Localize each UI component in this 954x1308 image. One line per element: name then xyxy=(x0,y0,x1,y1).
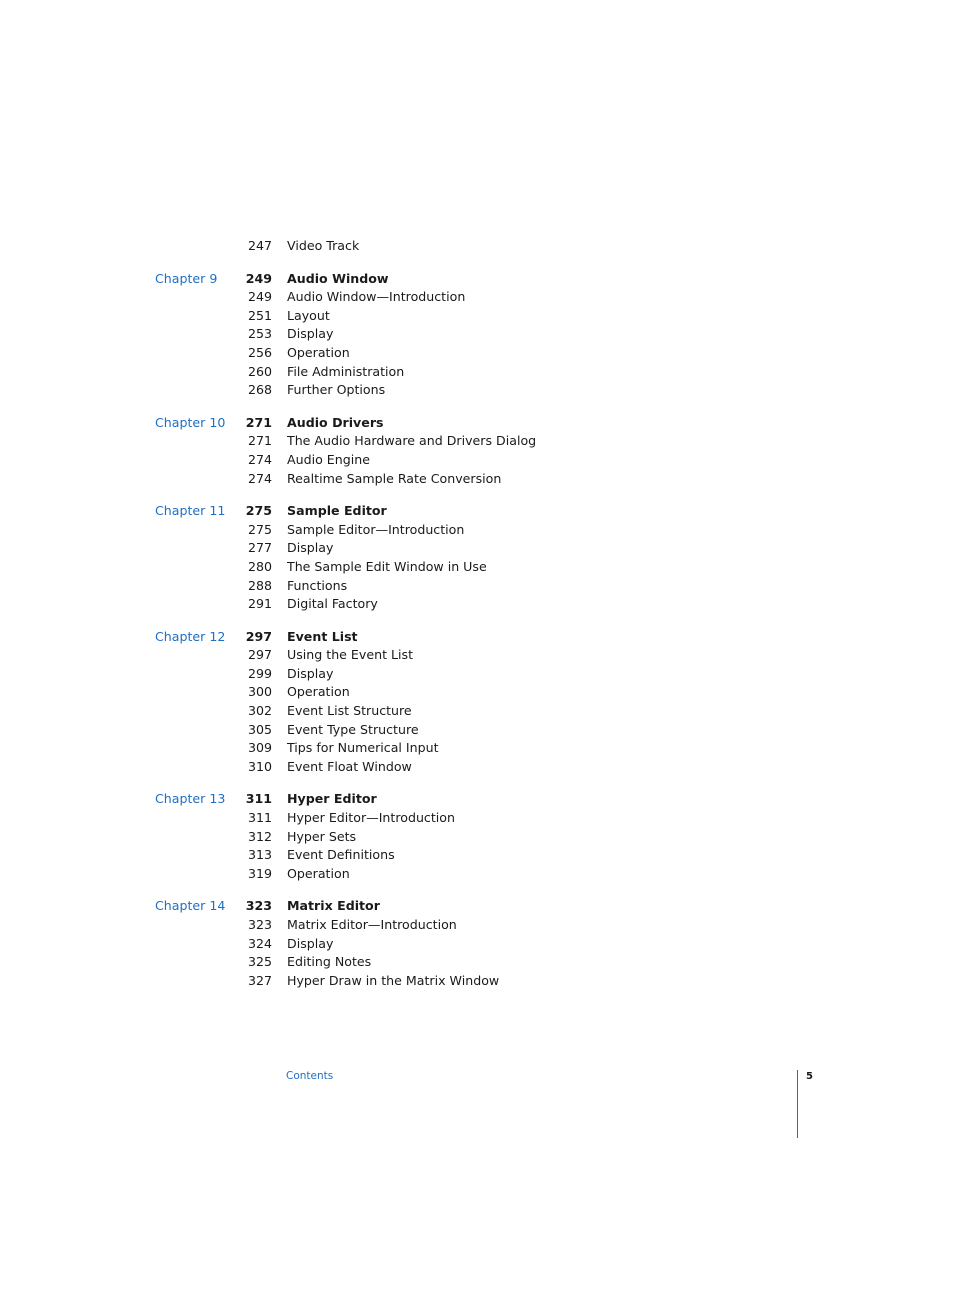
toc-title: Event List xyxy=(287,628,358,644)
toc-entry[interactable] xyxy=(0,935,954,954)
toc-chapter-block xyxy=(0,237,954,256)
toc-title: Further Options xyxy=(287,382,386,398)
toc-page-number: 256 xyxy=(247,344,272,360)
toc-entry[interactable] xyxy=(0,237,954,256)
toc-page-number: 271 xyxy=(247,433,272,449)
toc-page-number: 305 xyxy=(247,721,272,737)
toc-title: Functions xyxy=(287,577,348,593)
toc-title: Event Definitions xyxy=(287,847,395,863)
toc-entry[interactable] xyxy=(0,558,954,577)
toc-page-number: 277 xyxy=(247,540,272,556)
toc-title: Tips for Numerical Input xyxy=(287,740,439,756)
toc-title: Matrix Editor—Introduction xyxy=(287,917,457,932)
toc-title: Audio Drivers xyxy=(287,414,384,430)
toc-entry[interactable] xyxy=(0,288,954,307)
toc-title: Display xyxy=(287,540,334,556)
toc-page-number: 253 xyxy=(247,326,272,342)
toc-entry[interactable] xyxy=(0,865,954,884)
toc-chapter-heading[interactable] xyxy=(0,414,954,433)
toc-title: Audio Window—Introduction xyxy=(287,289,466,305)
chapter-label: Chapter 12 xyxy=(155,628,226,644)
toc-chapter-heading[interactable] xyxy=(0,628,954,647)
toc-page-number: 310 xyxy=(247,758,272,774)
toc-chapter-block xyxy=(0,628,954,777)
toc-page-number: 274 xyxy=(247,451,272,467)
toc-page-number: 251 xyxy=(247,307,272,323)
toc-page-number: 260 xyxy=(247,363,272,379)
toc-entry[interactable] xyxy=(0,521,954,540)
page-number: 5 xyxy=(806,1071,813,1082)
footer-section-label: Contents xyxy=(286,1070,334,1082)
toc-entry[interactable] xyxy=(0,846,954,865)
chapter-label: Chapter 14 xyxy=(155,898,226,914)
toc-page-number: 323 xyxy=(245,898,272,914)
toc-entry[interactable] xyxy=(0,577,954,596)
toc-page-number: 311 xyxy=(247,810,272,826)
toc-entry[interactable] xyxy=(0,828,954,847)
toc-entry[interactable] xyxy=(0,344,954,363)
toc-chapter-heading[interactable] xyxy=(0,502,954,521)
toc-entry[interactable] xyxy=(0,646,954,665)
toc-title: Realtime Sample Rate Conversion xyxy=(287,470,502,486)
toc-title: Display xyxy=(287,326,334,342)
toc-title: Layout xyxy=(287,307,330,323)
toc-page-number: 275 xyxy=(247,521,272,537)
toc-page-number: 312 xyxy=(247,828,272,844)
table-of-contents xyxy=(0,237,954,990)
toc-title: Operation xyxy=(287,865,350,881)
toc-title: Hyper Editor—Introduction xyxy=(287,810,455,826)
toc-page-number: 324 xyxy=(247,935,272,951)
toc-entry[interactable] xyxy=(0,953,954,972)
toc-chapter-heading[interactable] xyxy=(0,790,954,809)
toc-chapter-heading[interactable] xyxy=(0,897,954,916)
toc-page-number: 271 xyxy=(245,414,272,430)
toc-page-number: 319 xyxy=(247,865,272,881)
toc-entry[interactable] xyxy=(0,307,954,326)
toc-entry[interactable] xyxy=(0,381,954,400)
toc-title: Audio Engine xyxy=(287,451,370,467)
toc-title: Sample Editor xyxy=(287,503,387,519)
toc-title: The Sample Edit Window in Use xyxy=(287,558,487,574)
toc-chapter-heading[interactable] xyxy=(0,270,954,289)
toc-entry[interactable] xyxy=(0,739,954,758)
toc-chapter-block xyxy=(0,270,954,400)
toc-entry[interactable] xyxy=(0,721,954,740)
toc-title: Hyper Editor xyxy=(287,791,377,807)
toc-entry[interactable] xyxy=(0,665,954,684)
toc-title: Digital Factory xyxy=(287,596,378,612)
toc-title: Audio Window xyxy=(287,270,389,286)
toc-title: Display xyxy=(287,665,334,681)
toc-chapter-block xyxy=(0,790,954,883)
toc-page-number: 297 xyxy=(247,647,272,663)
toc-page-number: 288 xyxy=(247,577,272,593)
toc-entry[interactable] xyxy=(0,451,954,470)
toc-entry[interactable] xyxy=(0,683,954,702)
toc-title: Matrix Editor xyxy=(287,898,380,914)
toc-page-number: 280 xyxy=(247,558,272,574)
toc-entry[interactable] xyxy=(0,432,954,451)
toc-title: Event List Structure xyxy=(287,703,412,719)
toc-page-number: 275 xyxy=(245,503,272,519)
toc-page-number: 274 xyxy=(247,470,272,486)
toc-title: Hyper Sets xyxy=(287,828,357,844)
toc-chapter-block xyxy=(0,502,954,614)
toc-entry[interactable] xyxy=(0,539,954,558)
footer-divider xyxy=(797,1070,798,1138)
toc-entry[interactable] xyxy=(0,916,954,935)
toc-entry[interactable] xyxy=(0,702,954,721)
toc-title: Editing Notes xyxy=(287,954,372,970)
toc-entry[interactable] xyxy=(0,972,954,991)
toc-page-number: 299 xyxy=(247,665,272,681)
toc-page-number: 302 xyxy=(247,703,272,719)
toc-title: Video Track xyxy=(287,238,360,253)
chapter-label: Chapter 13 xyxy=(155,791,226,807)
toc-chapter-block xyxy=(0,414,954,488)
toc-entry[interactable] xyxy=(0,363,954,382)
toc-title: File Administration xyxy=(287,363,405,379)
toc-title: Sample Editor—Introduction xyxy=(287,521,465,537)
chapter-label: Chapter 10 xyxy=(155,414,226,430)
toc-title: Event Float Window xyxy=(287,758,412,774)
toc-page-number: 325 xyxy=(247,954,272,970)
toc-page-number: 313 xyxy=(247,847,272,863)
toc-title: Display xyxy=(287,935,334,951)
toc-page-number: 300 xyxy=(247,684,272,700)
toc-title: The Audio Hardware and Drivers Dialog xyxy=(287,433,537,449)
toc-title: Event Type Structure xyxy=(287,721,419,737)
toc-page-number: 311 xyxy=(245,791,272,807)
toc-entry[interactable] xyxy=(0,470,954,489)
toc-entry[interactable] xyxy=(0,595,954,614)
chapter-label: Chapter 11 xyxy=(155,503,226,519)
toc-title: Using the Event List xyxy=(287,647,414,663)
toc-page-number: 297 xyxy=(245,628,272,644)
toc-entry[interactable] xyxy=(0,325,954,344)
toc-page-number: 323 xyxy=(247,917,272,932)
toc-page-number: 309 xyxy=(247,740,272,756)
toc-page-number: 249 xyxy=(245,270,272,286)
toc-chapter-block xyxy=(0,897,954,990)
toc-page-number: 268 xyxy=(247,382,272,398)
toc-entry[interactable] xyxy=(0,758,954,777)
toc-page-number: 291 xyxy=(247,596,272,612)
chapter-label: Chapter 9 xyxy=(155,270,218,286)
toc-page-number: 249 xyxy=(247,289,272,305)
toc-page-number: 247 xyxy=(247,238,272,253)
toc-title: Operation xyxy=(287,344,350,360)
toc-title: Operation xyxy=(287,684,350,700)
toc-page-number: 327 xyxy=(247,972,272,988)
toc-title: Hyper Draw in the Matrix Window xyxy=(287,972,500,988)
toc-entry[interactable] xyxy=(0,809,954,828)
